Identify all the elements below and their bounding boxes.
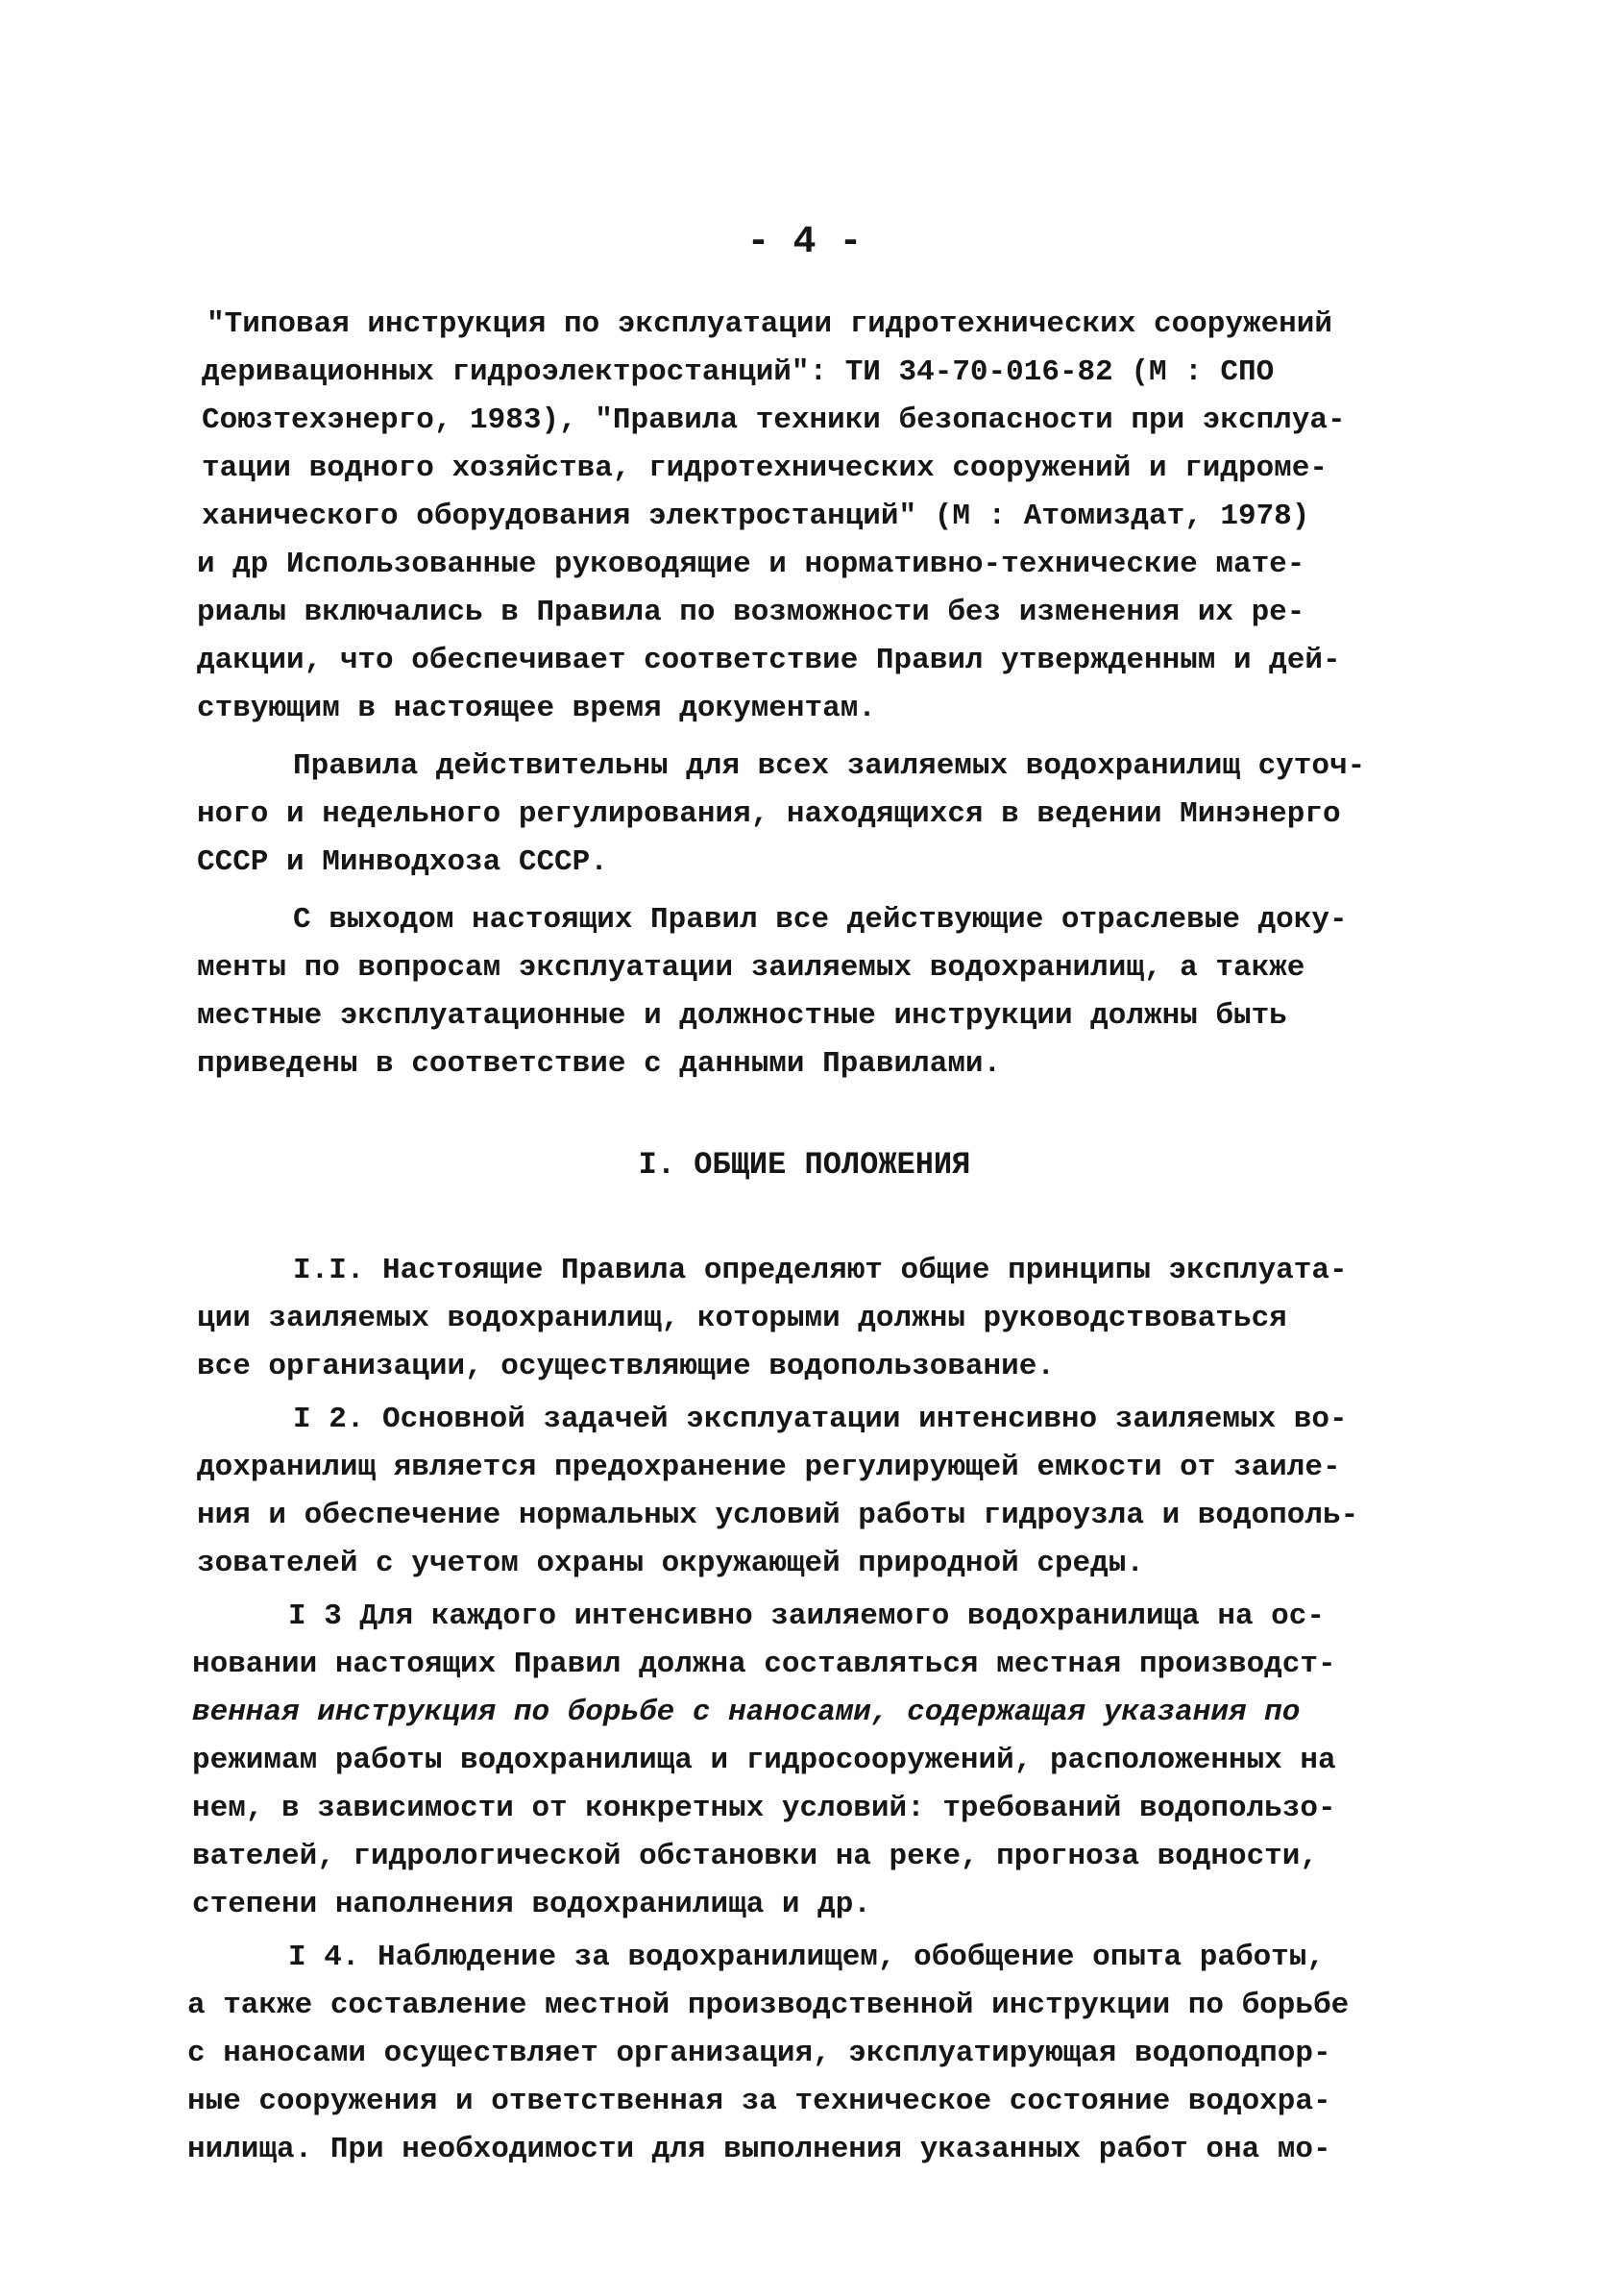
validity-line-3: СССР и Минводхоза СССР. <box>197 845 608 879</box>
clause-1-4-line-2: а также составление местной производственной инструкции по борьбе <box>187 1989 1350 2022</box>
intro-line-5: ханического оборудования электростанций" (М : Атомиздат, 1978) <box>202 500 1310 533</box>
clause-1-1-line-3: все организации, осуществляющие водопользование. <box>197 1350 1055 1383</box>
page-number: - 4 - <box>746 221 863 264</box>
clause-1-2-line-1: I 2. Основной задачей эксплуатации интенсивно заиляемых во- <box>293 1403 1348 1436</box>
clause-1-1-line-2: ции заиляемых водохранилищ, которыми должны руководствоваться <box>197 1302 1287 1335</box>
compliance-line-1: С выходом настоящих Правил все действующие отраслевые доку- <box>293 903 1348 937</box>
clause-1-4-line-3: с наносами осуществляет организация, эксплуатирующая водоподпор- <box>187 2037 1331 2070</box>
clause-1-3-line-5: нем, в зависимости от конкретных условий: требований водопользо- <box>192 1792 1336 1825</box>
compliance-line-4: приведены в соответствие с данными Правилами. <box>197 1047 1002 1081</box>
clause-1-3-line-7: степени наполнения водохранилища и др. <box>192 1888 871 1921</box>
intro-line-4: тации водного хозяйства, гидротехнических сооружений и гидроме- <box>202 452 1328 485</box>
clause-1-3-line-1: I 3 Для каждого интенсивно заиляемого водохранилища на ос- <box>288 1600 1325 1633</box>
validity-line-2: ного и недельного регулирования, находящихся в ведении Минэнерго <box>197 797 1341 831</box>
clause-1-3-line-4: режимам работы водохранилища и гидросооружений, расположенных на <box>192 1744 1336 1777</box>
compliance-line-3: местные эксплуатационные и должностные инструкции должны быть <box>197 999 1287 1033</box>
section-heading: I. ОБЩИЕ ПОЛОЖЕНИЯ <box>638 1147 971 1183</box>
clause-1-4-line-1: I 4. Наблюдение за водохранилищем, обобщение опыта работы, <box>288 1941 1325 1974</box>
clause-1-2-line-2: дохранилищ является предохранение регулирующей емкости от заиле- <box>197 1451 1341 1484</box>
intro-line-8: дакции, что обеспечивает соответствие Правил утвержденным и дей- <box>197 644 1341 677</box>
clause-1-2-line-4: зователей с учетом охраны окружающей природной среды. <box>197 1547 1144 1580</box>
clause-1-3-line-6: вателей, гидрологической обстановки на реке, прогноза водности, <box>192 1840 1318 1873</box>
validity-line-1: Правила действительны для всех заиляемых водохранилищ суточ- <box>293 749 1366 783</box>
intro-line-2: деривационных гидроэлектростанций": ТИ 34-70-016-82 (М : СПО <box>202 355 1275 389</box>
compliance-line-2: менты по вопросам эксплуатации заиляемых водохранилищ, а также <box>197 951 1305 985</box>
clause-1-4-line-5: нилища. При необходимости для выполнения указанных работ она мо- <box>187 2133 1331 2166</box>
intro-line-9: ствующим в настоящее время документам. <box>197 692 876 725</box>
intro-line-1: "Типовая инструкция по эксплуатации гидротехнических сооружений <box>207 307 1332 341</box>
clause-1-2-line-3: ния и обеспечение нормальных условий работы гидроузла и водополь- <box>197 1499 1359 1532</box>
clause-1-3-line-3: венная инструкция по борьбе с наносами, содержащая указания по <box>192 1696 1301 1729</box>
intro-line-3: Союзтехэнерго, 1983), "Правила техники безопасности при эксплуа- <box>202 403 1346 437</box>
clause-1-1-line-1: I.I. Настоящие Правила определяют общие принципы эксплуата- <box>293 1254 1348 1287</box>
intro-line-6: и др Использованные руководящие и нормативно-технические мате- <box>197 548 1305 581</box>
clause-1-4-line-4: ные сооружения и ответственная за техническое состояние водохра- <box>187 2085 1331 2118</box>
clause-1-3-line-2: новании настоящих Правил должна составляться местная производст- <box>192 1648 1336 1681</box>
intro-line-7: риалы включались в Правила по возможности без изменения их ре- <box>197 596 1305 629</box>
